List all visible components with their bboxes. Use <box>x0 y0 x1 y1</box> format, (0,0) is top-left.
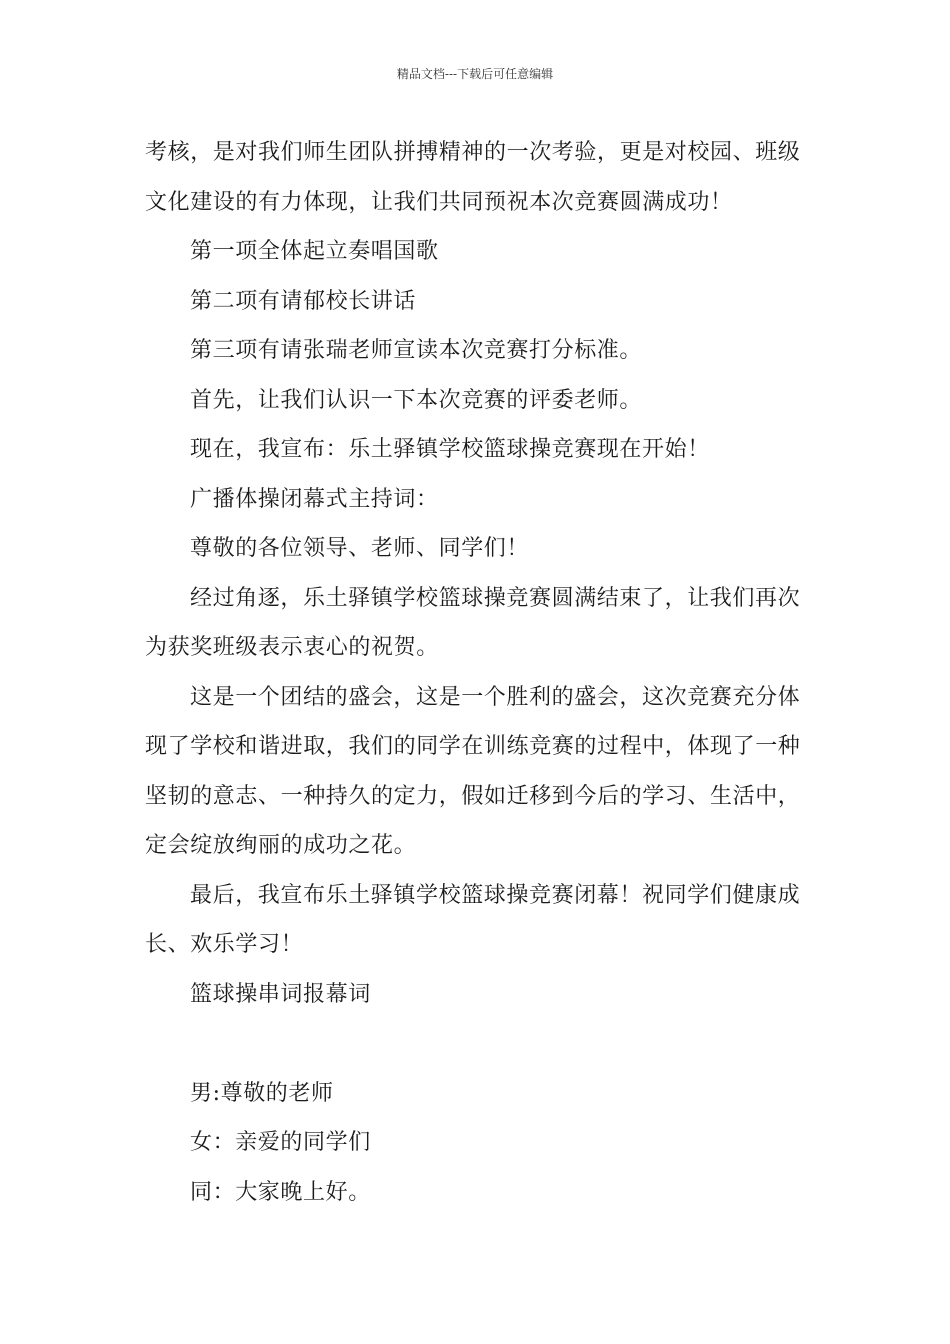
paragraph: 尊敬的各位领导、老师、同学们！ <box>190 536 530 561</box>
paragraph: 男:尊敬的老师 <box>190 1080 334 1106</box>
paragraph: 第三项有请张瑞老师宣读本次竞赛打分标准。 <box>190 338 643 363</box>
paragraph: 考核，是对我们师生团队拼搏精神的一次考验，更是对校园、班级文化建设的有力体现，让我们共同预祝本次竞赛圆满成功！ <box>145 140 801 215</box>
paragraph: 这是一个团结的盛会，这是一个胜利的盛会，这次竞赛充分体现了学校和谐进取，我们的同学在训练竞赛的过程中，体现了一种坚韧的意志、一种持久的定力，假如迁移到今后的学习、生活中，定会绽放绚丽的成功之花。 <box>145 684 801 858</box>
paragraph: 第二项有请郁校长讲话 <box>190 288 417 314</box>
paragraph: 第一项全体起立奏唱国歌 <box>190 239 439 264</box>
paragraph: 最后，我宣布乐土驿镇学校篮球操竞赛闭幕！祝同学们健康成长、欢乐学习！ <box>145 882 801 957</box>
paragraph: 同：大家晚上好。 <box>190 1179 371 1205</box>
page-header: 精品文档---下载后可任意编辑 <box>396 67 554 81</box>
paragraph: 现在，我宣布：乐土驿镇学校篮球操竞赛现在开始！ <box>190 437 710 462</box>
document-body <box>145 128 810 1217</box>
paragraph: 篮球操串词报幕词 <box>190 981 371 1007</box>
paragraph: 女：亲爱的同学们 <box>190 1130 371 1155</box>
blank-line <box>145 1019 810 1069</box>
paragraph: 广播体操闭幕式主持词： <box>190 486 439 512</box>
paragraph: 首先，让我们认识一下本次竞赛的评委老师。 <box>190 387 643 413</box>
paragraph: 经过角逐，乐土驿镇学校篮球操竞赛圆满结束了，让我们再次为获奖班级表示衷心的祝贺。 <box>145 585 801 660</box>
